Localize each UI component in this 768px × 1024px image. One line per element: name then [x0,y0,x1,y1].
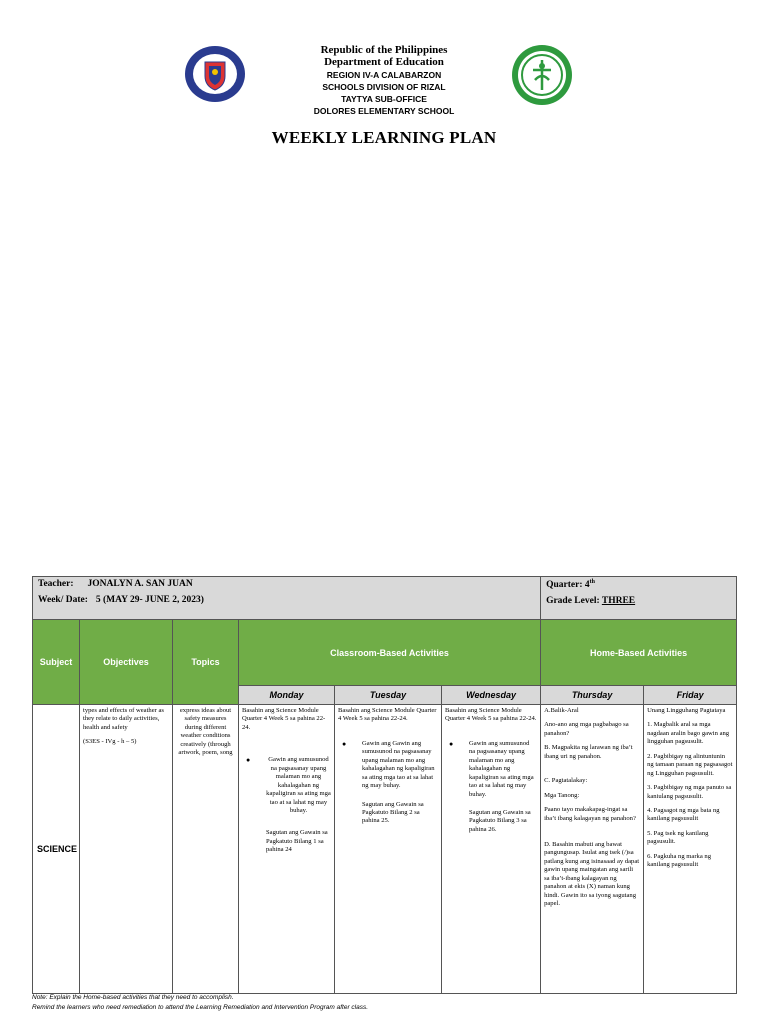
week-date: 5 (MAY 29- JUNE 2, 2023) [95,595,204,605]
friday-cell [644,705,737,994]
header-region: REGION IV-A CALABARZON [326,70,442,80]
topic-text: express ideas about safety measures during different weather conditions creatively (through artwork, poem, song [178,707,233,757]
thursday-line-4: C. Pagtatalakay: [544,777,588,785]
friday-line-2: 1. Magbalik aral sa mga nagdaan aralin bago gawin ang lingguhan pagsusulit. [647,721,730,746]
col-home-based: Home-Based Activities [541,620,737,686]
quarter-label: Quarter: 4 [546,580,590,591]
objective-code: (S3ES - IVg - h – 5) [83,738,137,746]
friday-line-6: 5. Pag tsek ng kanilang pagsusulit. [647,829,709,846]
day-monday: Monday [239,686,335,705]
header-republic: Republic of the Philippines [320,44,448,56]
teacher-name: JONALYN A. SAN JUAN [87,579,193,589]
col-topics: Topics [173,620,239,705]
bullet-icon: ● [342,739,347,748]
day-friday: Friday [644,686,737,705]
day-thursday: Thursday [541,686,644,705]
thursday-line-5: Mga Tanong: [544,791,580,799]
friday-line-4: 3. Pagbibigay ng mga panuto sa kaniulang pagsusulit. [647,784,732,800]
tuesday-cell [335,705,442,994]
quarter-suffix: th [589,579,595,585]
tuesday-intro: Basahin ang Science Module Quarter 4 Week 5 sa pahina 22-24. [338,707,437,723]
thursday-line-7: D. Basahin mabuti ang bawat pangungusap. Isulat ang tsek (/)sa patlang kung ang isinasaad ay dapat gawin upang maingatan ang sarili sa iba’t-ibang kalagayan ng panahon at ekis (X) naman kung hindi. Gawin ito sa iyong sagutang papel. [544,840,640,907]
friday-line-5: 4. Pagsagot ng mga bata ng kanilang pagsusulit [647,806,720,823]
tuesday-after: Sagutan ang Gawain sa Pagkatuto Bilang 2 sa pahina 25. [362,800,424,825]
thursday-line-6: Paano tayo makakapag-ingat sa iba’t ibang kalagayan ng panahon? [544,806,636,822]
friday-line-3: 2. Pagbibigay ng alintuntunin ng tamaan paraan ng pagsasagot ng Lingguhan pagsusulit. [647,752,733,777]
monday-after: Sagutan ang Gawain sa Pagkatuto Bilang 1 sa pahina 24 [266,829,328,854]
week-label: Week/ Date: [38,595,88,605]
subject-science: SCIENCE [33,705,80,994]
teacher-week-cell [33,577,541,620]
wednesday-intro: Basahin ang Science Module Quarter 4 Week 5 sa pahina 22-24. [445,707,537,723]
thursday-line-2: Ano-ano ang mga pagbabago sa panahon? [544,721,629,737]
topics-cell [173,705,239,994]
thursday-line-3: B. Magpakita ng larawan ng iba’t ibang uri ng panahon. [544,744,633,760]
header-department: Department of Education [324,56,444,68]
note-line-1: Note: Explain the Home-based activities that they need to accomplish. [32,994,234,1001]
day-wednesday: Wednesday [442,686,541,705]
header-division: SCHOOLS DIVISION OF RIZAL [322,82,446,92]
monday-cell [239,705,335,994]
col-objectives: Objectives [80,620,173,705]
teacher-label: Teacher: [38,579,74,589]
wednesday-after: Sagutan ang Gawain sa Pagkatuto Bilang 3 sa pahina 26. [469,808,531,833]
header-school: DOLORES ELEMENTARY SCHOOL [313,106,455,116]
thursday-cell [541,705,644,994]
thursday-line-1: A.Balik-Aral [544,707,579,714]
grade-level: THREE [601,596,636,607]
monday-intro: Basahin ang Science Module Quarter 4 Week 5 sa pahina 22-24. [242,707,326,731]
weekly-plan-table [32,576,737,994]
col-subject: Subject [33,620,80,705]
wednesday-cell [442,705,541,994]
objectives-cell [80,705,173,994]
bullet-icon: ● [246,756,251,765]
grade-label: Grade Level: [546,596,600,607]
day-tuesday: Tuesday [335,686,442,705]
monday-bullet: Gawin ang sumusunod na pagsasanay upang malaman mo ang kahalagahan ng kapaligiran sa ating mga tao at sa lahat ng may buhay. [266,756,331,814]
page-title: WEEKLY LEARNING PLAN [271,128,497,147]
friday-line-1: Unang Lingguhang Pagtataya [647,707,726,714]
objective-text: types and effects of weather as they relate to daily activities, health and safety [83,707,164,731]
quarter-grade-cell [541,577,737,620]
friday-line-7: 6. Pagkuha ng marka ng kanilang pagsusulit [647,852,711,869]
note-line-2: Remind the learners who need remediation to attend the Learning Remediation and Intervention Program after class. [32,1004,369,1011]
wednesday-bullet: Gawin ang sumusunod na pagsasanay upang malaman mo ang kahalagahan ng kapaligiran sa ating mga tao at sa lahat ng may buhay. [469,739,534,798]
col-classroom-based: Classroom-Based Activities [239,620,541,686]
bullet-icon: ● [449,739,454,748]
header-sub-office: TAYTYA SUB-OFFICE [341,94,427,104]
tuesday-bullet: Gawin ang Gawin ang sumusunod na pagsasanay upang malaman mo ang kahalagahan ng kapaligiran sa ating mga tao at sa lahat ng may buhay. [362,739,435,790]
